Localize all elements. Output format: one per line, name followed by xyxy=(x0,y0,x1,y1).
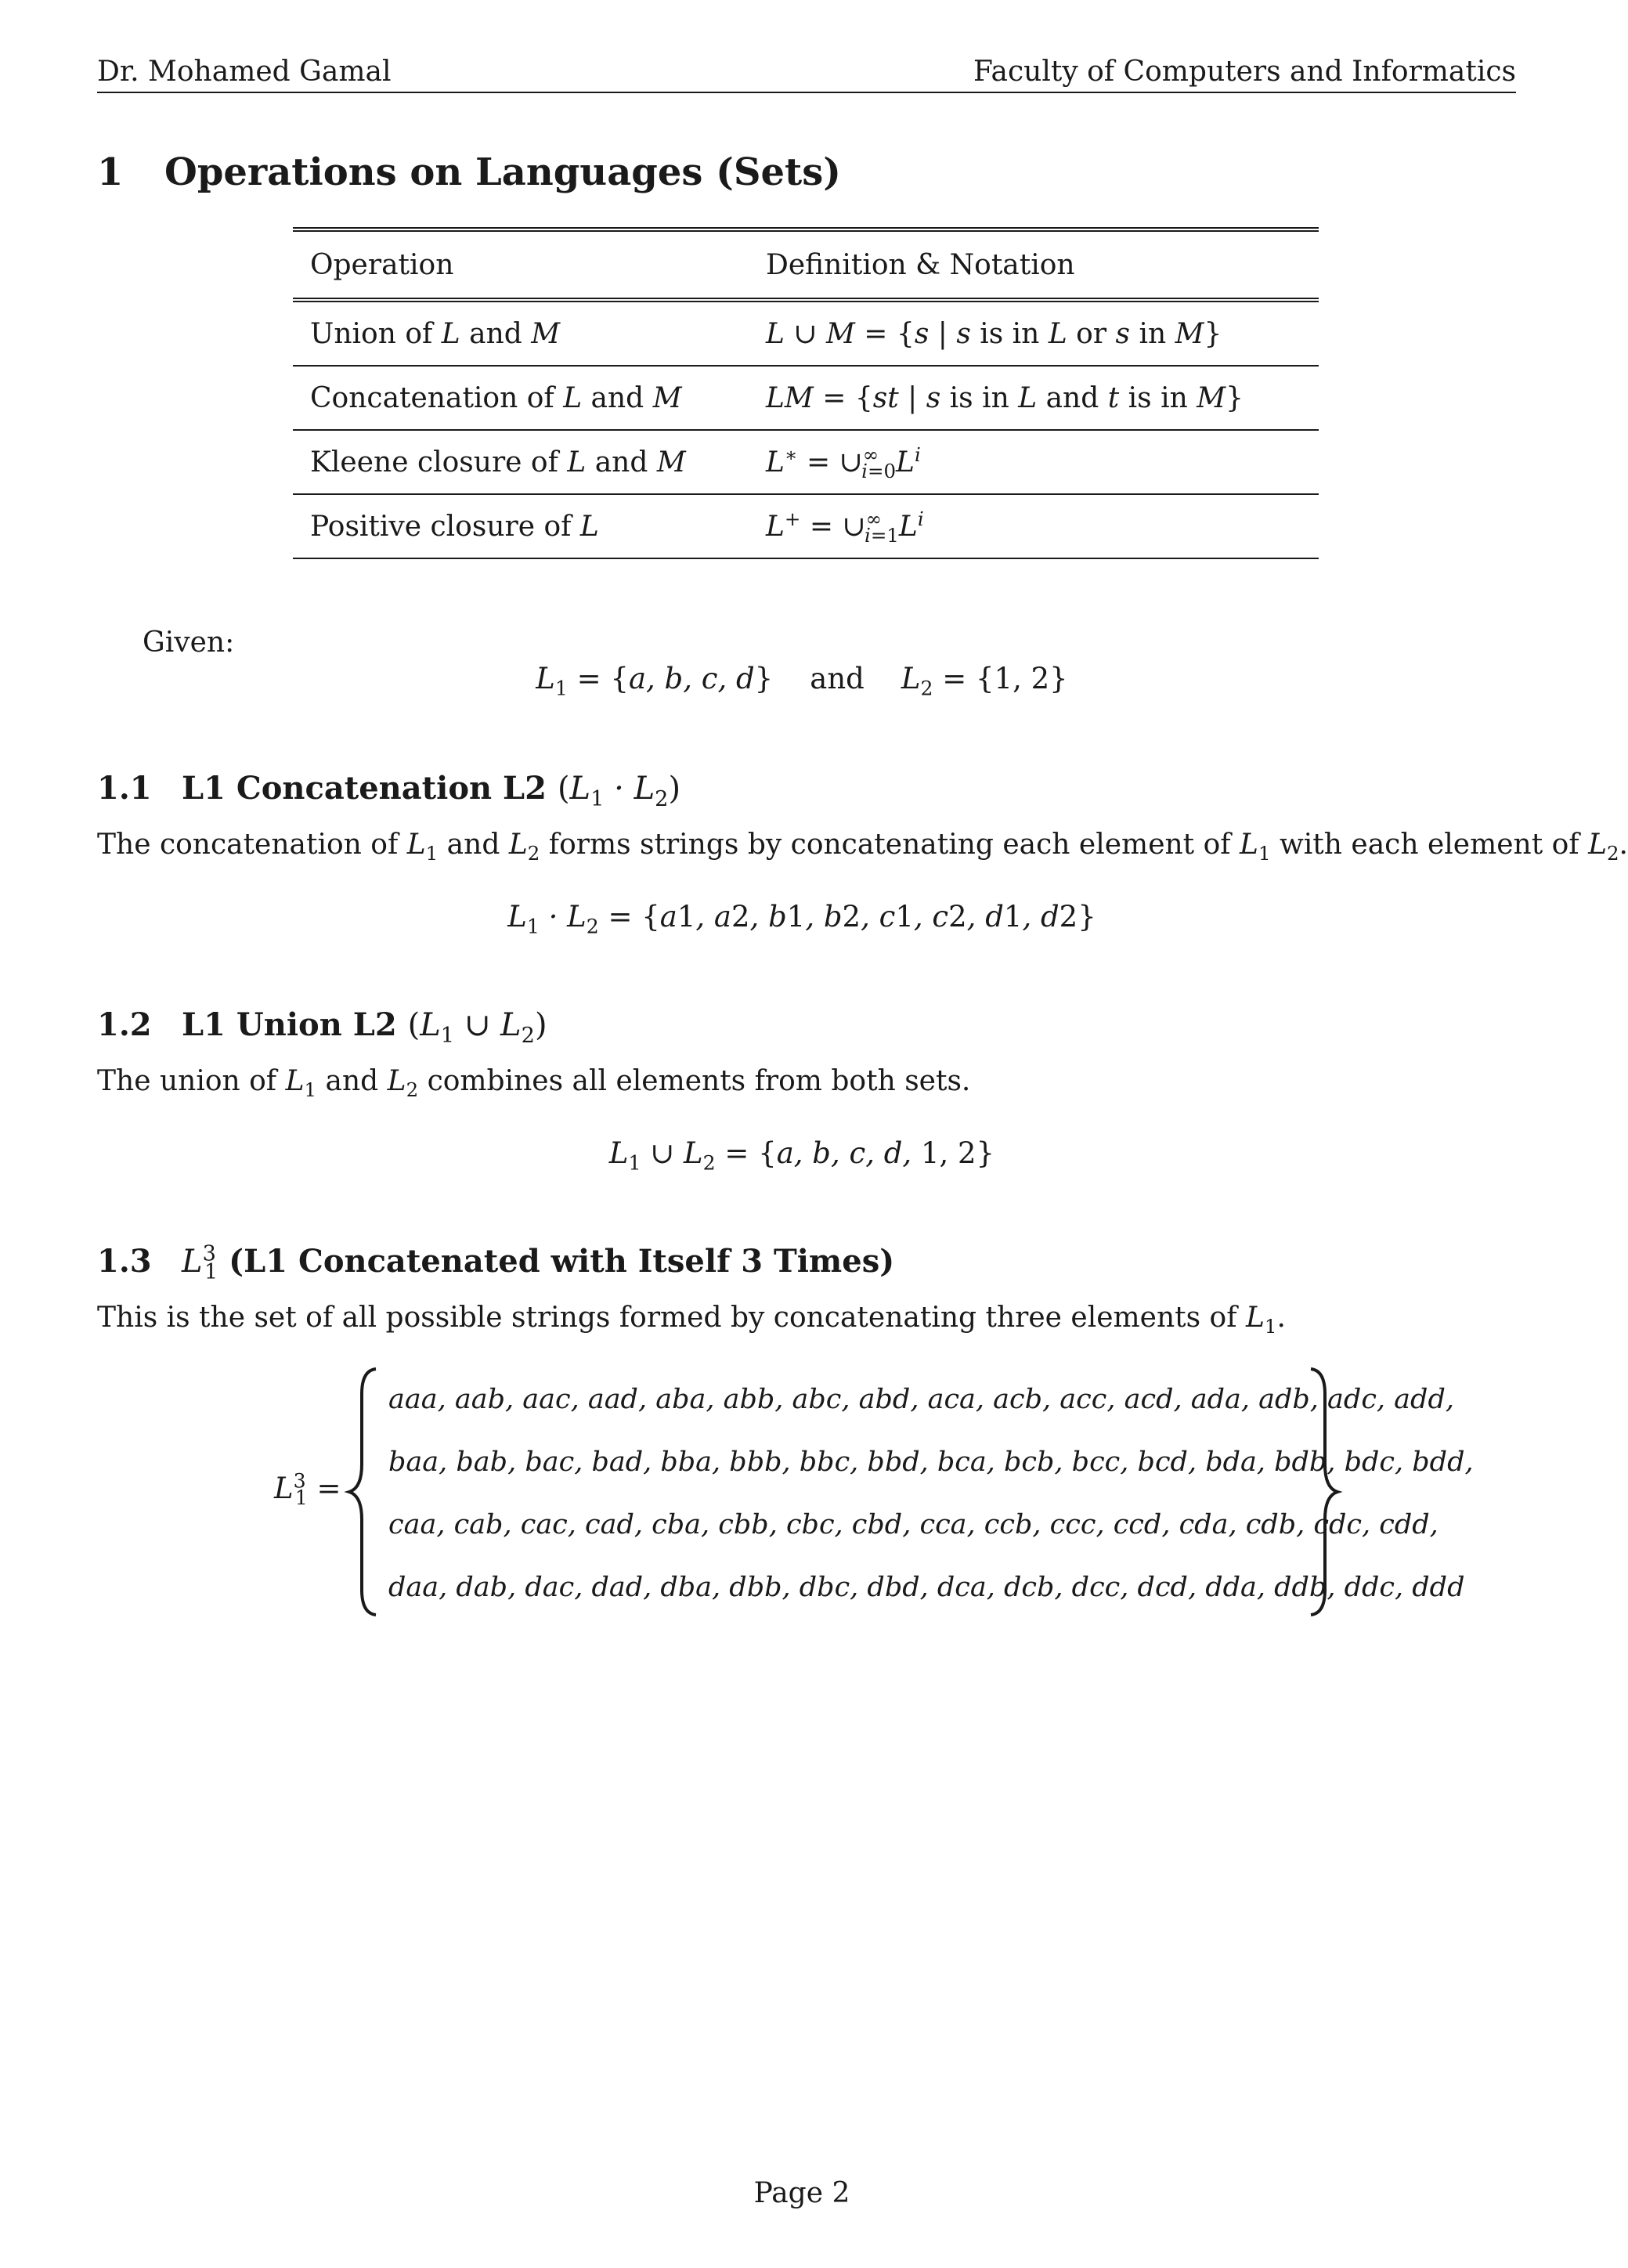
subsection-title-1-2 xyxy=(97,1006,547,1048)
set-row-b: baa, bab, bac, bad, bba, bbb, bbc, bbd, bca, bcb, bcc, bcd, bda, bdb, bdc, bdd, xyxy=(388,1446,1474,1478)
table-cell-definition: $L^∗ = \cup^\infty_{i=0}L^i$ xyxy=(749,430,1319,494)
page-number: Page 2 xyxy=(753,2177,850,2209)
table-cell-definition: LM = {st | s is in L and t is in M} xyxy=(749,366,1319,430)
table-header-row xyxy=(293,229,1319,300)
table-header-operation: Operation xyxy=(293,229,749,300)
set-row-a: aaa, aab, aac, aad, aba, abb, abc, abd, aca, acb, acc, acd, ada, adb, adc, add, xyxy=(388,1384,1454,1415)
table-cell-definition: L ∪ M = {s | s is in L or s in M} xyxy=(749,300,1319,366)
subsection-number: 1.1 xyxy=(97,770,152,807)
left-brace-icon xyxy=(345,1363,392,1621)
table-cell-operation: Concatenation of L and M xyxy=(293,366,749,430)
given-label: Given: xyxy=(143,627,235,659)
paragraph-concatenation: The concatenation of $L_1$ and $L_2$ forms strings by concatenating each element of $L_1$ with each element of $L_2$. xyxy=(97,829,1628,865)
table-row xyxy=(293,300,1319,366)
table-cell-operation: Positive closure of L xyxy=(293,494,749,558)
set-row-c: caa, cab, cac, cad, cba, cbb, cbc, cbd, cca, ccb, ccc, ccd, cda, cdb, cdc, cdd, xyxy=(388,1509,1438,1540)
subsection-math: $(L_1 \cdot L_2)$ xyxy=(557,771,681,811)
paragraph-union: The union of $L_1$ and $L_2$ combines all elements from both sets. xyxy=(97,1065,971,1102)
header-rule xyxy=(97,92,1516,93)
subsection-title-text: (L1 Concatenated with Itself 3 Times) xyxy=(229,1243,895,1280)
subsection-title-text: L1 Union L2 xyxy=(182,1006,397,1043)
subsection-math: $L^3_1$ xyxy=(182,1241,218,1284)
paragraph-power: This is the set of all possible strings formed by concatenating three elements of $L_1$. xyxy=(97,1302,1286,1338)
section-title-text: Operations on Languages (Sets) xyxy=(164,150,841,194)
given-equation: $L_1 = \{a$, b, c, d} and $L_2 = \{1$, 2} xyxy=(536,662,1068,700)
subsection-number: 1.3 xyxy=(97,1243,152,1280)
table-row xyxy=(293,366,1319,430)
subsection-title-text: L1 Concatenation L2 xyxy=(182,770,547,807)
table-row xyxy=(293,494,1319,558)
subsection-title-1-1 xyxy=(97,769,681,811)
equation-union: $L_1$ ∪ $L_2 = \{a$, b, c, d, 1, 2} xyxy=(608,1136,995,1175)
section-number: 1 xyxy=(97,150,124,194)
equation-concatenation: $L_1 \cdot L_2 = \{a1$, a2, b1, b2, c1, c2, d1, d2} xyxy=(507,900,1096,938)
header-author: Dr. Mohamed Gamal xyxy=(97,56,392,88)
power-lhs: $L^3_1$ = xyxy=(274,1469,341,1510)
subsection-title-1-3 xyxy=(97,1241,895,1284)
operations-table xyxy=(293,227,1319,559)
table-cell-operation: Kleene closure of L and M xyxy=(293,430,749,494)
table-cell-operation: Union of L and M xyxy=(293,300,749,366)
subsection-math: ($L_1$ ∪ $L_2$) xyxy=(407,1007,547,1048)
table-header-definition: Definition & Notation xyxy=(749,229,1319,300)
table-row xyxy=(293,430,1319,494)
header-faculty: Faculty of Computers and Informatics xyxy=(973,56,1516,88)
table-cell-definition: $L^+ = \cup^\infty_{i=1}L^i$ xyxy=(749,494,1319,558)
section-title xyxy=(97,149,841,196)
subsection-number: 1.2 xyxy=(97,1006,152,1043)
set-row-d: daa, dab, dac, dad, dba, dbb, dbc, dbd, dca, dcb, dcc, dcd, dda, ddb, ddc, ddd xyxy=(388,1572,1465,1603)
